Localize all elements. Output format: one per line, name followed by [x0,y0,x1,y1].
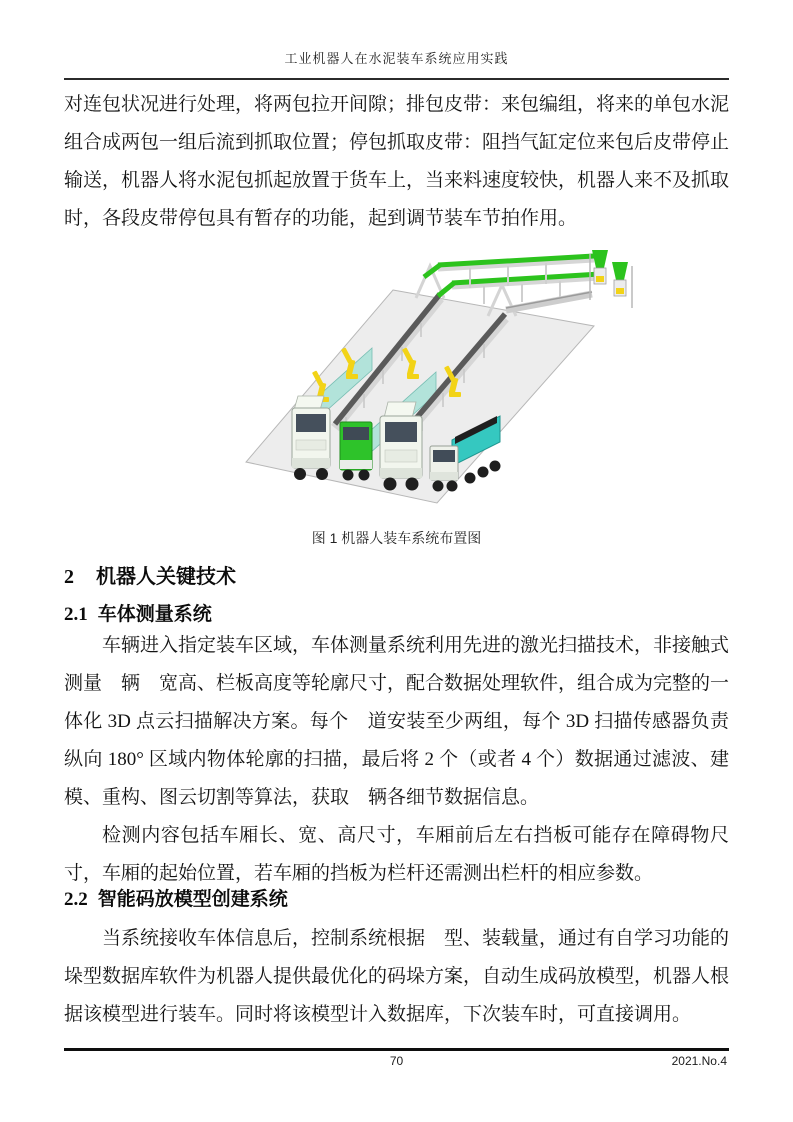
subsection-title: 车体测量系统 [97,604,212,625]
figure-caption: 图 1 机器人装车系统布置图 [311,530,482,546]
figure-illustration [240,244,640,516]
paragraph-intro: 对连包状况进行处理，将两包拉开间隙；排包皮带：来包编组，将来的单包水泥组合成两包一组后流到抓取位置；停包抓取皮带：阻挡气缸定位来包后皮带停止输送，机器人将水泥包抓起放置于货车上，当来料速度较快，机器人来不及抓取时，各段皮带停包具有暂存的功能，起到调节装车节拍作用。 [64,94,730,229]
subsection-title: 智能码放模型创建系统 [97,889,288,910]
subsection-number: 2.2 [64,889,88,910]
issue-label: 2021.No.4 [671,1054,727,1068]
footer-row [64,1054,729,1070]
page-footer [64,1048,729,1070]
page-number: 70 [389,1054,404,1068]
hopper-machines [590,250,632,308]
section-title: 机器人关键技术 [96,566,236,588]
footer-rule [64,1048,729,1051]
paragraph-2-1-a: 车辆进入指定装车区域，车体测量系统利用先进的激光扫描技术，非接触式测量 辆 宽高、栏板高度等轮廓尺寸，配合数据处理软件，组合成为完整的一体化 3D 点云扫描解决方案。每个 道安装至少两组，每个 3D 扫描传感器负责纵向 180° 区域内物体轮廓的扫描，最后将 2 个（或者 4 个）数据通过滤波、建模、重构、图云切割等算法，获取 辆各细节数据信息。 [64,635,730,808]
subsection-heading-2-1 [64,602,729,627]
truck-white-1 [292,396,330,480]
subsection-number: 2.1 [64,604,88,625]
page-content [0,50,793,1034]
paragraph-2-2-a: 当系统接收车体信息后，控制系统根据 型、装载量，通过有自学习功能的垛型数据库软件为机器人提供最优化的码垛方案，自动生成码放模型，机器人根据该模型进行装车。同时将该模型计入数据库，下次装车时，可直接调用。 [64,928,730,1025]
section-number: 2 [64,566,74,588]
section-heading-2 [64,564,729,591]
running-head: 工业机器人在水泥装车系统应用实践 [284,51,509,66]
header-rule [64,78,729,80]
paragraph-2-1-b: 检测内容包括车厢长、宽、高尺寸，车厢前后左右挡板可能存在障碍物尺寸，车厢的起始位置，若车厢的挡板为栏杆还需测出栏杆的相应参数。 [64,825,729,884]
figure-1 [240,244,640,516]
